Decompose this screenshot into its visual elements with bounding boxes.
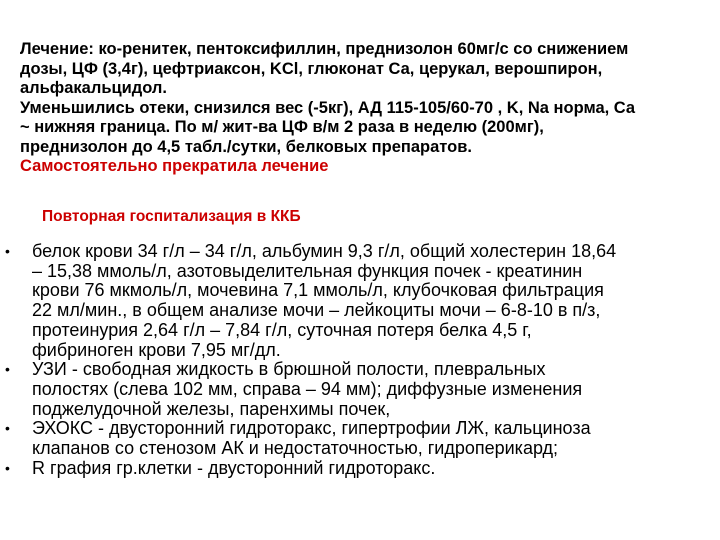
list-item	[0, 459, 720, 479]
treatment-line: Уменьшились отеки, снизился вес (-5кг), АД 115-105/60-70 , K, Na норма, Са	[20, 98, 636, 117]
list-item-line: белок крови 34 г/л – 34 г/л, альбумин 9,3 г/л, общий холестерин 18,64	[32, 241, 617, 261]
bullet-icon: •	[5, 459, 10, 476]
list-item	[0, 419, 720, 458]
list-item-line: R графия гр.клетки - двусторонний гидроторакс.	[32, 457, 436, 478]
list-item-line: УЗИ - свободная жидкость в брюшной полости, плевральных	[32, 359, 546, 380]
bullet-icon: •	[5, 420, 10, 437]
list-item-line: протеинурия 2,64 г/л – 7,84 г/л, суточная потеря белка 4,5 г,	[32, 319, 532, 340]
list-item-line: – 15,38 ммоль/л, азотовыделительная функция почек - креатинин	[32, 260, 583, 281]
bullet-icon: •	[5, 361, 10, 378]
treatment-line: дозы, ЦФ (3,4г), цефтриаксон, KCl, глюконат Са, церукал, верошпирон,	[20, 59, 603, 78]
list-item-line: клапанов со стенозом АК и недостаточностью, гидроперикард;	[32, 438, 559, 459]
treatment-line: преднизолон до 4,5 табл./сутки, белковых препаратов.	[20, 137, 472, 156]
bullet-icon: •	[5, 243, 10, 259]
list-item-line: крови 76 мкмоль/л, мочевина 7,1 ммоль/л, клубочковая фильтрация	[32, 280, 604, 301]
list-item	[0, 360, 720, 419]
list-item-line: фибриноген крови 7,95 мг/дл.	[32, 339, 281, 360]
findings-list	[0, 242, 720, 478]
list-item-line: ЭХОКС - двусторонний гидроторакс, гипертрофии ЛЖ, кальциноза	[32, 418, 591, 439]
treatment-line: ~ нижняя граница. По м/ жит-ва ЦФ в/м 2 раза в неделю (200мг),	[20, 118, 544, 136]
treatment-stopped-note: Самостоятельно прекратила лечение	[20, 157, 329, 175]
treatment-line: Лечение: ко-ренитек, пентоксифиллин, преднизолон 60мг/с со снижением	[20, 40, 629, 58]
treatment-line: альфакальцидол.	[20, 79, 167, 97]
list-item-line: полостях (слева 102 мм, справа – 94 мм); диффузные изменения	[32, 378, 583, 399]
repeat-hospitalization-heading: Повторная госпитализация в ККБ	[42, 208, 301, 225]
list-item-line: 22 мл/мин., в общем анализе мочи – лейкоциты мочи – 6-8-10 в п/з,	[32, 300, 601, 321]
list-item	[0, 242, 720, 360]
list-item-line: поджелудочной железы, паренхимы почек,	[32, 398, 391, 419]
treatment-block	[20, 40, 710, 177]
